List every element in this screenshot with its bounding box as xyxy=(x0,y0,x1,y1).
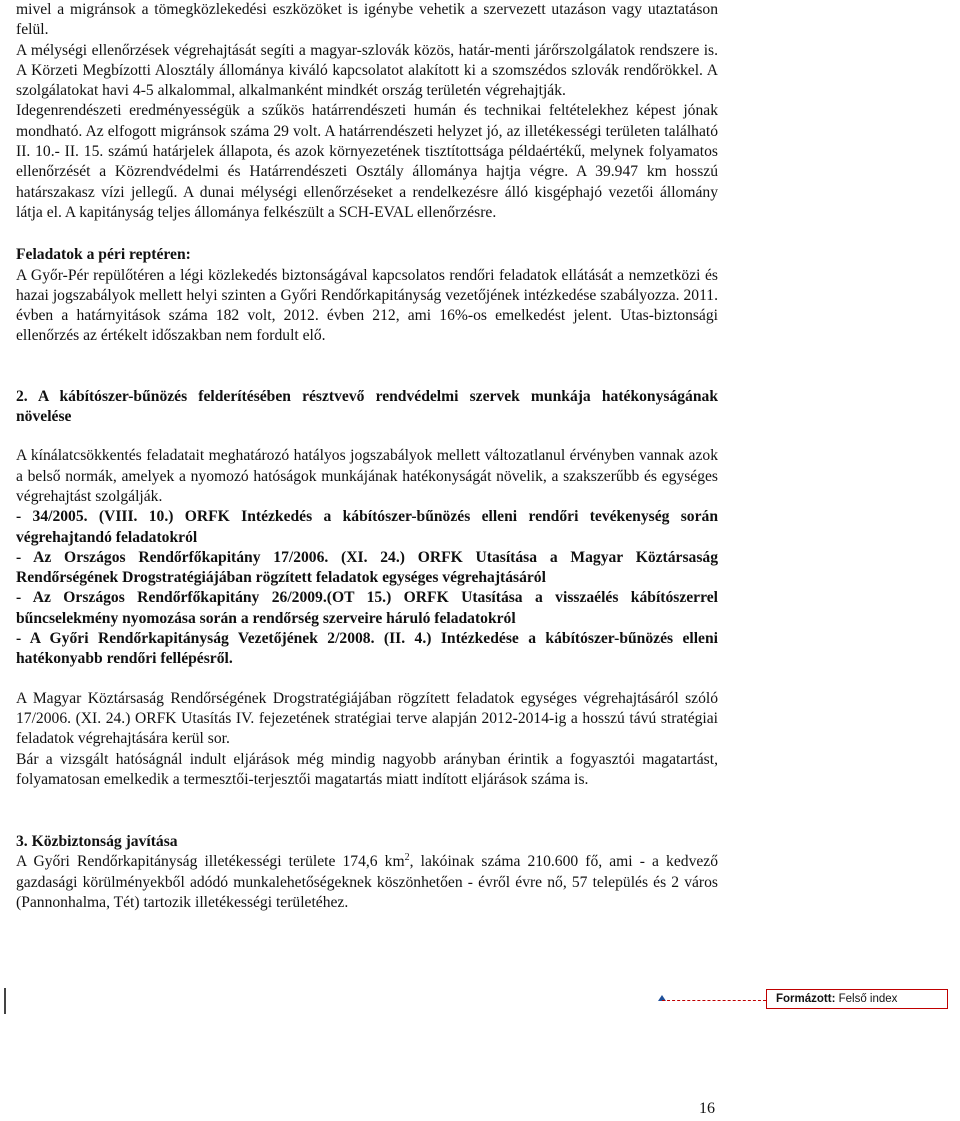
paragraph xyxy=(16,852,718,913)
list-item: - A Győri Rendőrkapitányság Vezetőjének 2/2008. (II. 4.) Intézkedése a kábítószer-bűnözés elleni hatékonyabb rendőri fellépésről. xyxy=(16,630,718,668)
comment-connector-line xyxy=(662,1000,766,1001)
paragraph: A Magyar Köztársaság Rendőrségének Drogstratégiájában rögzített feladatok egységes végrehajtásáról szóló 17/2006. (XI. 24.) ORFK Utasítás IV. fejezetének stratégiai terve alapján 2012-2014-ig a hosszú távú stratégiai feladatok végrehajtására kerül sor. xyxy=(16,689,718,748)
list-item: - Az Országos Rendőrfőkapitány 26/2009.(OT 15.) ORFK Utasítása a visszaélés kábítószerrel bűncselekmény nyomozása során a rendőrség szerveire háruló feladatokról xyxy=(16,589,718,627)
paragraph: Idegenrendészeti eredményességük a szűkös határrendészeti humán és technikai feltételekhez képest jónak mondható. Az elfogott migránsok száma 29 volt. A határrendészeti helyzet jó, az illetékességi területen található II. 10.- II. 15. számú határjelek állapota, és azok környezetének tisztítottsága példaértékű, melynek folyamatos ellenőrzését a Közrendvédelmi és Határrendészeti Osztály állománya hajtja végre. A 39.947 km hosszú határszakasz vízi jellegű. A dunai mélységi ellenőrzéseket a rendelkezésre álló kisgéphajó vezetői állomány látja el. A kapitányság teljes állománya felkészült a SCH-EVAL ellenőrzésre. xyxy=(16,102,718,221)
balloon-text: Felső index xyxy=(835,993,898,1005)
page-number: 16 xyxy=(699,1100,715,1117)
formatting-comment-balloon[interactable] xyxy=(766,989,948,1009)
population-text: , lakóinak száma 210.600 fő, ami - a kedvező gazdasági körülményekből adódó munkalehetőségeknek köszönhetően - évről évre nő, 57 település és 2 város (Pannonhalma, Tét) tartozik illetékességi területéhez. xyxy=(16,853,718,911)
section-heading-2: 2. A kábítószer-bűnözés felderítésében résztvevő rendvédelmi szervek munkája hatékonyságának növelése xyxy=(16,387,718,426)
document-page xyxy=(16,0,718,913)
section-heading-airport: Feladatok a péri reptéren: xyxy=(16,246,191,264)
section-heading-3: 3. Közbiztonság javítása xyxy=(16,833,178,851)
paragraph: mivel a migránsok a tömegközlekedési eszközöket is igénybe vehetik a szervezett utazáson vagy utaztatáson felül. xyxy=(16,1,718,39)
paragraph: A mélységi ellenőrzések végrehajtását segíti a magyar-szlovák közös, határ-menti járőrszolgálatok rendszere is. A Körzeti Megbízotti Alosztály állománya kiváló kapcsolatot alakított ki a szomszédos szlovák rendőrökkel. A szolgálatokat havi 4-5 alkalommal, alkalmanként mindkét ország területén végrehajtják. xyxy=(16,41,718,100)
paragraph: A kínálatcsökkentés feladatait meghatározó hatályos jogszabályok mellett változatlanul érvényben vannak azok a belső normák, amelyek a nyomozó hatóságok munkájának hatékonyságát növelik, a szakszerűbb és egységes végrehajtást szolgálják. xyxy=(16,447,718,505)
paragraph: Bár a vizsgált hatóságnál indult eljárások még mindig nagyobb arányban érintik a fogyasztói magatartást, folyamatosan emelkedik a termesztői-terjesztői magatartás miatt indított eljárások száma is. xyxy=(16,750,718,788)
change-bar xyxy=(4,988,6,1014)
paragraph: A Győr-Pér repülőtéren a légi közlekedés biztonságával kapcsolatos rendőri feladatok ellátását a nemzetközi és hazai jogszabályok mellett helyi szinten a Győri Rendőrkapitányság vezetőjének intézkedése szabályozza. 2011. évben a határnyitások száma 182 volt, 2012. évben 212, ami 16%-os emelkedést jelent. Utas-biztonsági ellenőrzés az értékelt időszakban nem fordult elő. xyxy=(16,266,718,345)
list-item: - Az Országos Rendőrfőkapitány 17/2006. (XI. 24.) ORFK Utasítása a Magyar Köztársaság Rendőrségének Drogstratégiájában rögzített feladatok egységes végrehajtásáról xyxy=(16,548,718,587)
list-item: - 34/2005. (VIII. 10.) ORFK Intézkedés a kábítószer-bűnözés elleni rendőri tevékenység során végrehajtandó feladatokról xyxy=(16,508,718,546)
area-text: A Győri Rendőrkapitányság illetékességi területe 174,6 km xyxy=(16,853,405,871)
balloon-label: Formázott: xyxy=(776,993,836,1005)
superscript: 2 xyxy=(404,852,410,864)
